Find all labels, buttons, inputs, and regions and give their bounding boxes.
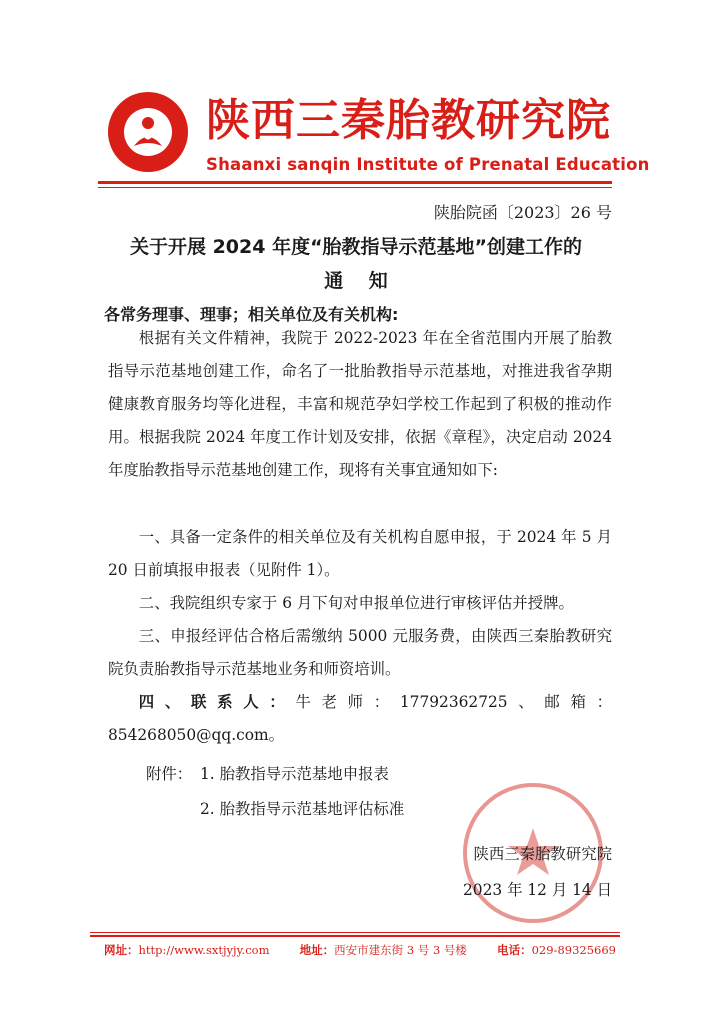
header-divider-thick xyxy=(98,181,612,184)
footer-website: 网址：http://www.sxtjyjy.com xyxy=(104,943,270,957)
attachment-2: 2. 胎教指导示范基地评估标准 xyxy=(200,800,405,818)
footer-phone: 电话：029-89325669 xyxy=(497,943,616,957)
intro-paragraph: 根据有关文件精神，我院于 2022-2023 年在全省范围内开展了胎教指导示范基地创建工作，命名了一批胎教指导示范基地，对推进我省孕期健康教育服务均等化进程，丰富和规范孕妇学校工作起到了积极的推动作用。根据我院 2024 年度工作计划及安排，依据《章程》，决定启动 2024 年度胎教指导示范基地创建工作，现将有关事宜通知如下: xyxy=(108,329,612,479)
item-4 xyxy=(108,686,612,752)
org-name-en: Shaanxi sanqin Institute of Prenatal Education xyxy=(206,155,650,174)
attachments-label: 附件： xyxy=(146,765,193,783)
item-3: 三、申报经评估合格后需缴纳 5000 元服务费，由陕西三秦胎教研究院负责胎教指导示范基地业务和师资培训。 xyxy=(108,627,612,678)
attachment-1: 1. 胎教指导示范基地申报表 xyxy=(200,765,389,783)
addressee: 各常务理事、理事；相关单位及有关机构: xyxy=(104,305,399,324)
footer xyxy=(104,942,616,958)
item-2: 二、我院组织专家于 6 月下旬对申报单位进行审核评估并授牌。 xyxy=(138,594,574,612)
item-4-lead: 四、联系人： xyxy=(138,693,296,711)
footer-divider-thick xyxy=(90,935,620,937)
item-4-contact: 牛老师：17792362725、邮箱：854268050@qq.com。 xyxy=(108,693,612,744)
header-divider-thin xyxy=(98,187,612,188)
org-name-cn: 陕西三秦胎教研究院 xyxy=(206,95,611,146)
document-title-line2: 通 知 xyxy=(324,270,388,292)
website-link[interactable]: http://www.sxtjyjy.com xyxy=(138,943,270,957)
document-number: 陕胎院函〔2023〕26 号 xyxy=(433,203,612,222)
signature-org: 陕西三秦胎教研究院 xyxy=(473,845,612,863)
institute-logo xyxy=(106,90,190,174)
footer-divider-thin xyxy=(90,932,620,933)
document-title-line1: 关于开展 2024 年度“胎教指导示范基地”创建工作的 xyxy=(129,236,583,258)
item-1: 一、具备一定条件的相关单位及有关机构自愿申报，于 2024 年 5 月 20 日前填报申报表（见附件 1）。 xyxy=(108,528,612,579)
footer-address: 地址：西安市建东街 3 号 3 号楼 xyxy=(299,943,467,957)
signature-date: 2023 年 12 月 14 日 xyxy=(463,881,612,899)
